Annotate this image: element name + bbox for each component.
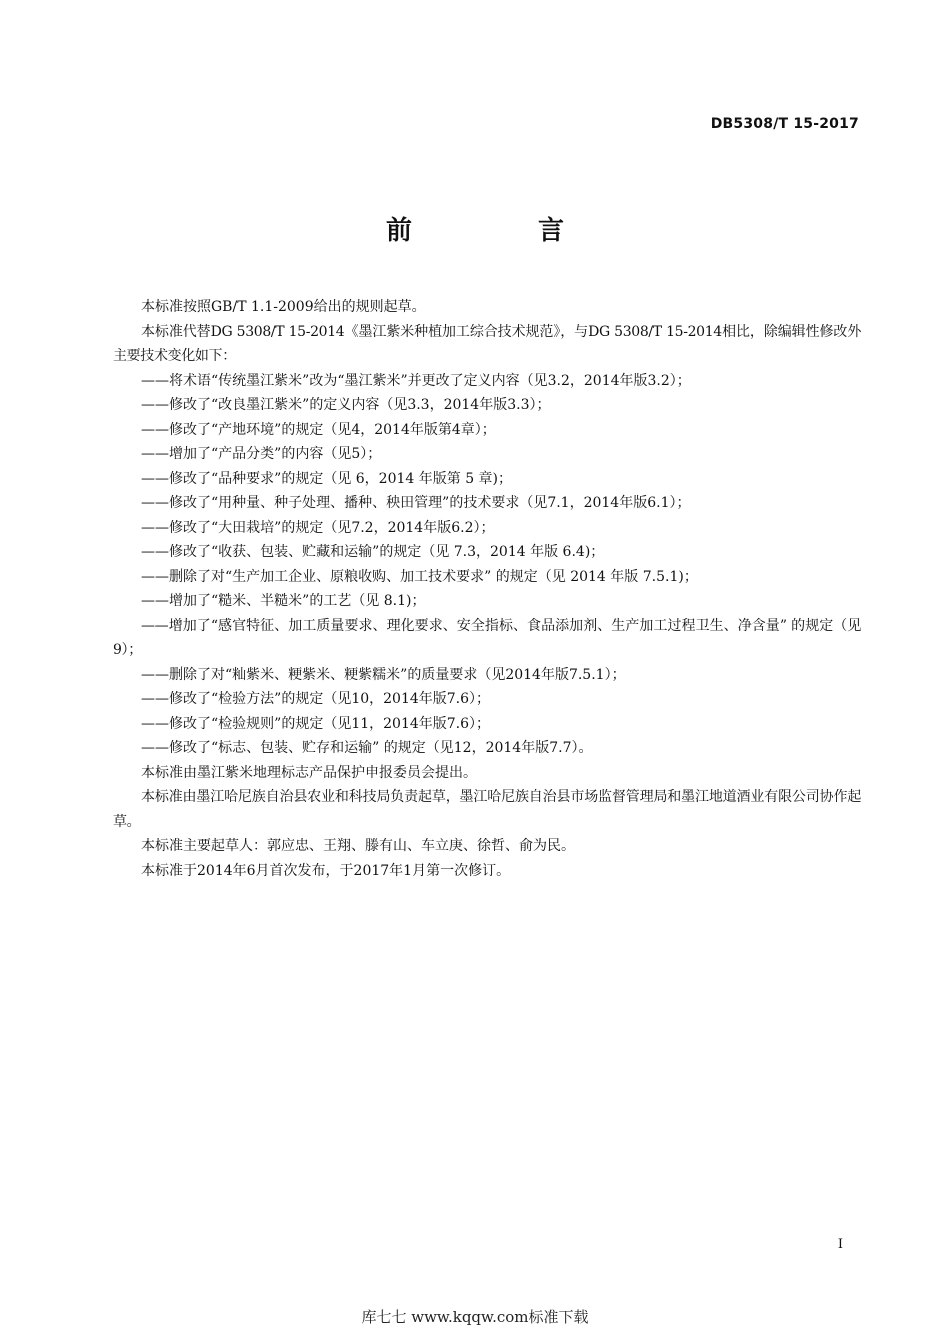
foreword-body <box>113 295 861 883</box>
change-item: ——增加了“感官特征、加工质量要求、理化要求、安全指标、食品添加剂、生产加工过程卫生、净含量” 的规定（见9）； <box>113 617 861 658</box>
change-item: ——修改了“改良墨江紫米”的定义内容（见3.3，2014年版3.3）； <box>141 397 551 413</box>
change-item: ——将术语“传统墨江紫米”改为“墨江紫米”并更改了定义内容（见3.2，2014年版3.2）； <box>141 372 691 389</box>
page-number: I <box>837 1237 843 1252</box>
change-item: ——增加了“产品分类”的内容（见5）； <box>141 446 382 462</box>
change-item: ——删除了对“籼紫米、粳紫米、粳紫糯米”的质量要求（见2014年版7.5.1）； <box>141 666 626 683</box>
change-item: ——修改了“大田栽培”的规定（见7.2，2014年版6.2）； <box>141 519 495 536</box>
paragraph-drafting-units: 本标准由墨江哈尼族自治县农业和科技局负责起草，墨江哈尼族自治县市场监督管理局和墨江地道酒业有限公司协作起草。 <box>113 789 861 830</box>
paragraph-history: 本标准于2014年6月首次发布，于2017年1月第一次修订。 <box>141 862 511 879</box>
page-title: 前 言 <box>385 216 614 246</box>
change-item: ——修改了“用种量、种子处理、播种、秧田管理”的技术要求（见7.1，2014年版6.1）； <box>141 495 691 511</box>
paragraph-drafters: 本标准主要起草人：郭应忠、王翔、滕有山、车立庚、徐哲、俞为民。 <box>141 838 575 854</box>
change-item: ——修改了“产地环境”的规定（见4，2014年版第4章）； <box>141 421 496 438</box>
change-item: ——修改了“检验方法”的规定（见10，2014年版7.6）； <box>141 691 491 707</box>
site-watermark: 库七七 www.kqqw.com标准下载 <box>361 1308 589 1326</box>
change-item: ——增加了“糙米、半糙米”的工艺（见 8.1)； <box>141 593 426 609</box>
paragraph-drafting-rules: 本标准按照GB/T 1.1-2009给出的规则起草。 <box>141 299 426 315</box>
document-code: DB5308/T 15-2017 <box>710 116 859 132</box>
change-item: ——修改了“品种要求”的规定（见 6，2014 年版第 5 章)； <box>141 470 513 487</box>
change-item: ——修改了“收获、包装、贮藏和运输”的规定（见 7.3，2014 年版 6.4)； <box>141 544 605 560</box>
paragraph-proposer: 本标准由墨江紫米地理标志产品保护申报委员会提出。 <box>141 764 477 781</box>
change-item: ——修改了“检验规则”的规定（见11，2014年版7.6）； <box>141 715 491 732</box>
paragraph-replacement: 本标准代替DG 5308/T 15-2014《墨江紫米种植加工综合技术规范》，与DG 5308/T 15-2014相比，除编辑性修改外主要技术变化如下： <box>113 323 861 364</box>
change-item: ——删除了对“生产加工企业、原粮收购、加工技术要求” 的规定（见 2014 年版 7.5.1)； <box>141 568 698 585</box>
change-item: ——修改了“标志、包装、贮存和运输” 的规定（见12，2014年版7.7）。 <box>141 740 593 756</box>
